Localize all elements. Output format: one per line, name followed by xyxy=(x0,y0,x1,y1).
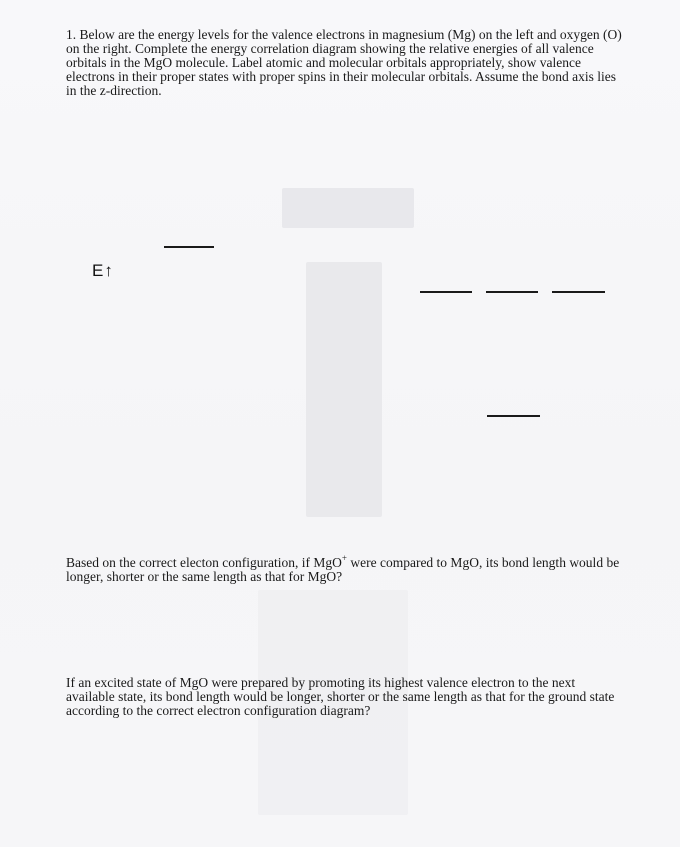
question-2-text xyxy=(66,552,626,584)
o-2p-energy-level xyxy=(486,291,538,293)
question-number: 1. xyxy=(66,27,77,42)
show-through-smudge xyxy=(306,262,382,517)
mg-3s-energy-level xyxy=(164,246,214,248)
question-2-body-start: Based on the correct electon configuration, if MgO xyxy=(66,555,342,570)
question-1-text xyxy=(66,28,626,98)
energy-axis-label: E↑ xyxy=(92,261,114,280)
o-2p-energy-level xyxy=(552,291,605,293)
question-1-body: Below are the energy levels for the valence electrons in magnesium (Mg) on the left and oxygen (O) on the right. Complete the energy correlation diagram showing the relative energies of all valence orbitals in the MgO molecule. Label atomic and molecular orbitals appropriately, show valence electrons in their proper states with proper spins in their molecular orbitals. Assume the bond axis lies in the z-direction. xyxy=(66,27,622,98)
question-3-text xyxy=(66,676,626,718)
question-3-body: If an excited state of MgO were prepared by promoting its highest valence electron to the next available state, its bond length would be longer, shorter or the same length as that for the ground state according to the correct electron configuration diagram? xyxy=(66,675,615,718)
o-2p-energy-level xyxy=(420,291,472,293)
charge-superscript: + xyxy=(341,552,347,563)
o-2s-energy-level xyxy=(487,415,540,417)
show-through-smudge xyxy=(282,188,414,228)
question-2-body-end: were compared to MgO, its bond length would be longer, shorter or the same length as that for MgO? xyxy=(66,555,620,584)
